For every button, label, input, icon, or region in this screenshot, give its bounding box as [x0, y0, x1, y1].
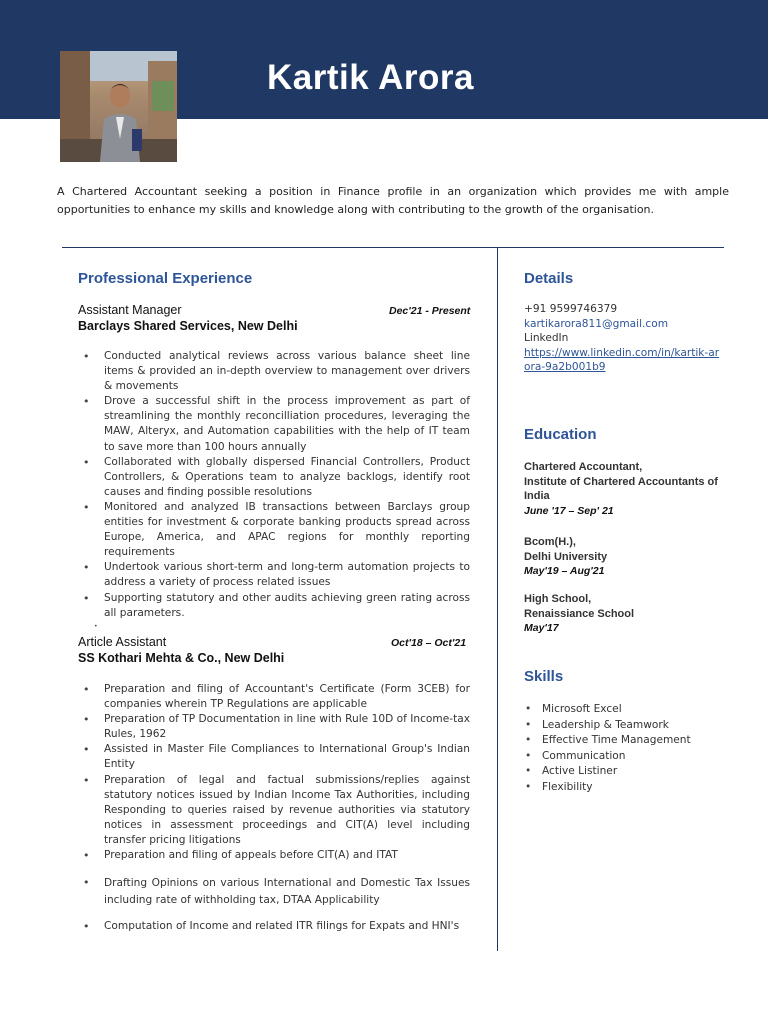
candidate-name: Kartik Arora	[267, 58, 474, 97]
job-responsibilities	[104, 682, 470, 863]
job-role: Assistant Manager	[78, 303, 182, 317]
job-dates: Oct'18 – Oct'21	[391, 637, 467, 649]
education-entry	[524, 592, 724, 636]
job-responsibilities-extra	[104, 875, 470, 908]
institution: Institute of Chartered Accountants of India	[524, 475, 718, 502]
list-item: • Flexibility	[542, 780, 691, 796]
institution: Renaissiance School	[524, 607, 635, 620]
education-entry	[524, 535, 724, 579]
email-link[interactable]: kartikarora811@gmail.com	[524, 317, 669, 330]
list-item: • Active Listiner	[542, 764, 691, 780]
list-item: • Monitored and analyzed IB transactions between Barclays group entities for investment & corporate banking products spread across Europe, America, and APAC regions for monthly reporting requirements	[104, 500, 470, 560]
list-item: • Drafting Opinions on various International and Domestic Tax Issues including rate of withholding tax, DTAA Applicability	[104, 875, 470, 908]
job-dates: Dec'21 - Present	[389, 305, 471, 317]
list-item: • Undertook various short-term and long-term automation projects to address a variety of process related issues	[104, 560, 470, 590]
linkedin-label: LinkedIn	[524, 332, 569, 345]
list-item: • Preparation and filing of Accountant's Certificate (Form 3CEB) for companies wherein TP Regulations are applicable	[104, 682, 470, 712]
education-heading: Education	[524, 426, 597, 443]
career-summary: A Chartered Accountant seeking a position in Finance profile in an organization which provides me with ample opportunities to enhance my skills and knowledge along with contributing to the growth of the organisation.	[57, 185, 729, 216]
job-responsibilities-extra	[104, 919, 470, 934]
phone-number: +91 9599746379	[524, 303, 618, 315]
list-item: • Communication	[542, 749, 691, 765]
section-divider-vertical	[497, 247, 498, 951]
education-entry	[524, 460, 724, 518]
skills-list	[542, 702, 691, 795]
list-item: • Collaborated with globally dispersed Financial Controllers, Product Controllers, & Operations team to analyze backlogs, identify root causes and finding possible resolutions	[104, 455, 470, 500]
list-item: • Computation of Income and related ITR filings for Expats and HNI's	[104, 919, 470, 934]
profile-photo	[60, 51, 177, 162]
experience-heading: Professional Experience	[78, 270, 253, 287]
stray-dot: •	[94, 623, 98, 630]
education-dates: June '17 – Sep' 21	[524, 504, 614, 517]
job-company: SS Kothari Mehta & Co., New Delhi	[78, 651, 285, 665]
list-item: • Effective Time Management	[542, 733, 691, 749]
institution: Delhi University	[524, 550, 608, 563]
list-item: • Assisted in Master File Compliances to International Group's Indian Entity	[104, 742, 470, 772]
skills-heading: Skills	[524, 668, 564, 685]
education-dates: May'17	[524, 622, 559, 634]
degree: High School,	[524, 593, 592, 605]
list-item: • Supporting statutory and other audits achieving green rating across all parameters.	[104, 591, 470, 621]
contact-details	[524, 302, 724, 375]
linkedin-link[interactable]: https://www.linkedin.com/in/kartik-arora-9a2b001b9	[524, 346, 720, 374]
list-item: • Preparation and filing of appeals before CIT(A) and ITAT	[104, 848, 470, 863]
list-item: • Preparation of TP Documentation in line with Rule 10D of Income-tax Rules, 1962	[104, 712, 470, 742]
list-item: • Conducted analytical reviews across various balance sheet line items & provided an in-depth overview to management over drivers & movements	[104, 349, 470, 394]
list-item: • Leadership & Teamwork	[542, 718, 691, 734]
education-dates: May'19 – Aug'21	[524, 565, 605, 577]
job-role: Article Assistant	[78, 635, 167, 649]
degree: Bcom(H.),	[524, 536, 576, 548]
section-divider-horizontal	[62, 247, 724, 248]
list-item: • Microsoft Excel	[542, 702, 691, 718]
list-item: • Preparation of legal and factual submissions/replies against statutory notices issued by Indian Income Tax Authorities, including Responding to queries raised by revenue authorities via statutory notices in assessment proceedings and CIT(A) level including transfer pricing litigations	[104, 773, 470, 848]
degree: Chartered Accountant,	[524, 461, 643, 473]
list-item: • Drove a successful shift in the process improvement as part of streamlining the monthly reconcilliation procedures, leveraging the MAW, Alteryx, and Automation capabilities with the help of IT team to save more than 100 hours annually	[104, 394, 470, 454]
details-heading: Details	[524, 270, 574, 287]
job-company: Barclays Shared Services, New Delhi	[78, 319, 298, 333]
job-responsibilities	[104, 349, 470, 621]
